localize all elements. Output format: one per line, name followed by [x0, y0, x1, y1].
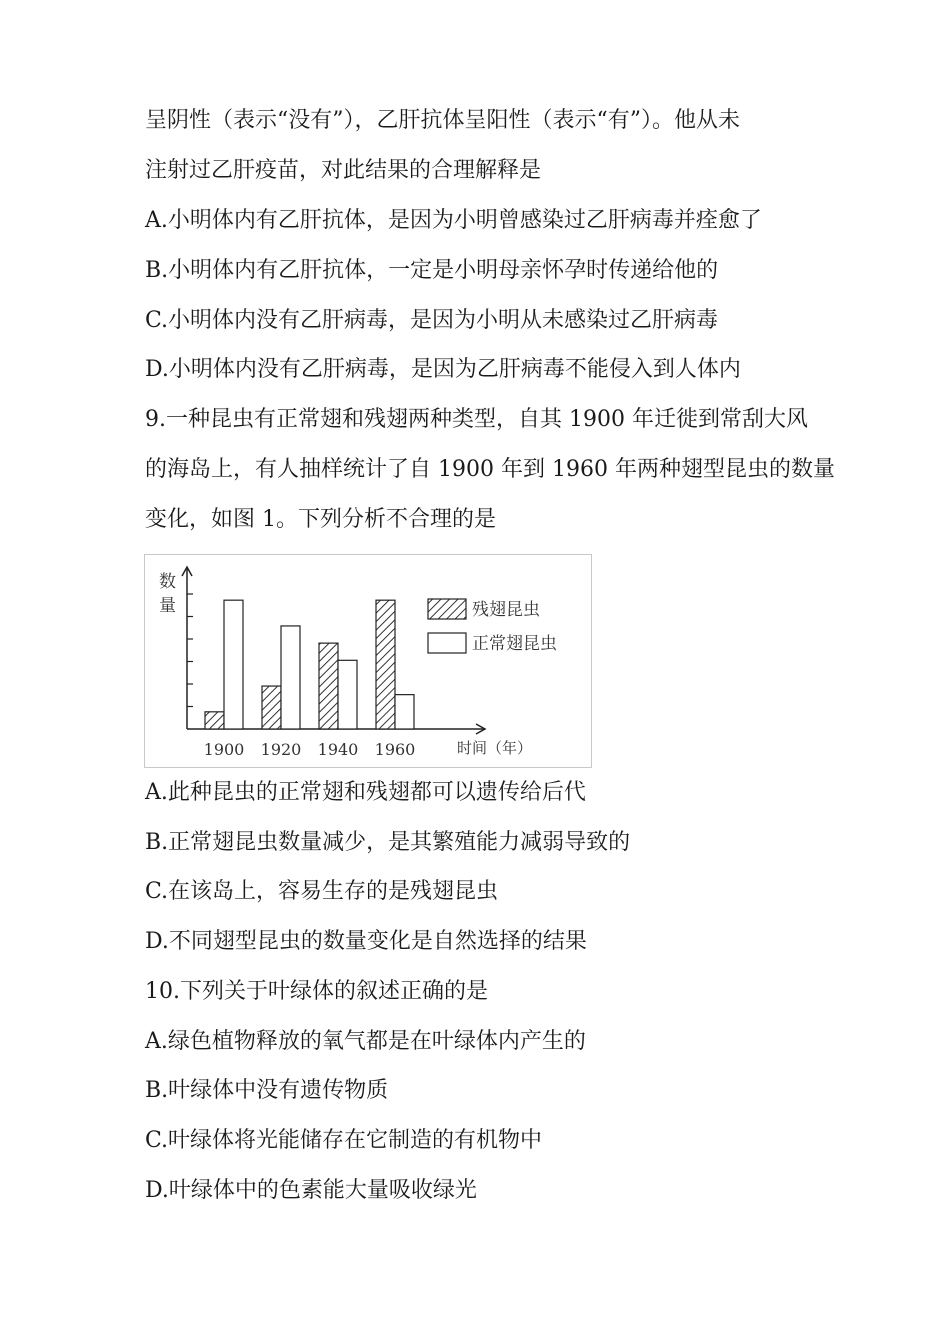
q9-option-a: A.此种昆虫的正常翅和残翅都可以遗传给后代 [145, 780, 586, 805]
legend-swatch-normal-wing [428, 633, 466, 653]
x-tick-label-1940: 1940 [317, 740, 359, 759]
q9-option-c: C.在该岛上，容易生存的是残翅昆虫 [145, 879, 499, 904]
q10-option-c: C.叶绿体将光能储存在它制造的有机物中 [145, 1128, 543, 1153]
legend-swatch-vestigial-wing [428, 599, 466, 619]
q10-option-b: B.叶绿体中没有遗传物质 [145, 1078, 389, 1103]
legend-label-normal-wing: 正常翅昆虫 [472, 634, 557, 654]
y-axis-label-char: 数 [159, 572, 176, 592]
bar-vestigial-wing-1940 [319, 643, 338, 729]
bar-normal-wing-1960 [395, 695, 414, 729]
y-axis-label-char: 量 [159, 596, 176, 616]
q9-option-b: B.正常翅昆虫数量减少，是其繁殖能力减弱导致的 [145, 830, 631, 855]
bar-vestigial-wing-1920 [262, 686, 281, 729]
x-tick-label-1920: 1920 [260, 740, 302, 759]
bar-normal-wing-1900 [224, 600, 243, 729]
q8-stem-line-2: 注射过乙肝疫苗，对此结果的合理解释是 [145, 158, 542, 183]
q10-stem: 10.下列关于叶绿体的叙述正确的是 [145, 979, 488, 1004]
chart-svg [145, 555, 591, 767]
x-tick-label-1960: 1960 [374, 740, 416, 759]
q9-stem-line-1: 9.一种昆虫有正常翅和残翅两种类型，自其 1900 年迁徙到常刮大风 [145, 407, 808, 432]
q10-option-d: D.叶绿体中的色素能大量吸收绿光 [145, 1178, 477, 1203]
q8-option-b: B.小明体内有乙肝抗体，一定是小明母亲怀孕时传递给他的 [145, 258, 719, 283]
bar-vestigial-wing-1900 [205, 712, 224, 729]
q9-option-d: D.不同翅型昆虫的数量变化是自然选择的结果 [145, 929, 587, 954]
x-axis-label: 时间（年） [457, 739, 533, 757]
q8-option-d: D.小明体内没有乙肝病毒，是因为乙肝病毒不能侵入到人体内 [145, 357, 741, 382]
bar-normal-wing-1920 [281, 626, 300, 729]
x-tick-label-1900: 1900 [203, 740, 245, 759]
q8-option-c: C.小明体内没有乙肝病毒，是因为小明从未感染过乙肝病毒 [145, 308, 719, 333]
q10-option-a: A.绿色植物释放的氧气都是在叶绿体内产生的 [145, 1029, 586, 1054]
q9-stem-line-2: 的海岛上，有人抽样统计了自 1900 年到 1960 年两种翅型昆虫的数量 [145, 457, 835, 482]
bar-vestigial-wing-1960 [376, 600, 395, 729]
bar-normal-wing-1940 [338, 660, 357, 729]
legend-label-vestigial-wing: 残翅昆虫 [472, 600, 540, 620]
q8-option-a: A.小明体内有乙肝抗体，是因为小明曾感染过乙肝病毒并痊愈了 [145, 208, 762, 233]
q9-stem-line-3: 变化，如图 1。下列分析不合理的是 [145, 507, 496, 532]
figure-1-bar-chart [144, 554, 592, 768]
q8-stem-line-1: 呈阴性（表示“没有”），乙肝抗体呈阳性（表示“有”）。他从未 [145, 108, 740, 133]
